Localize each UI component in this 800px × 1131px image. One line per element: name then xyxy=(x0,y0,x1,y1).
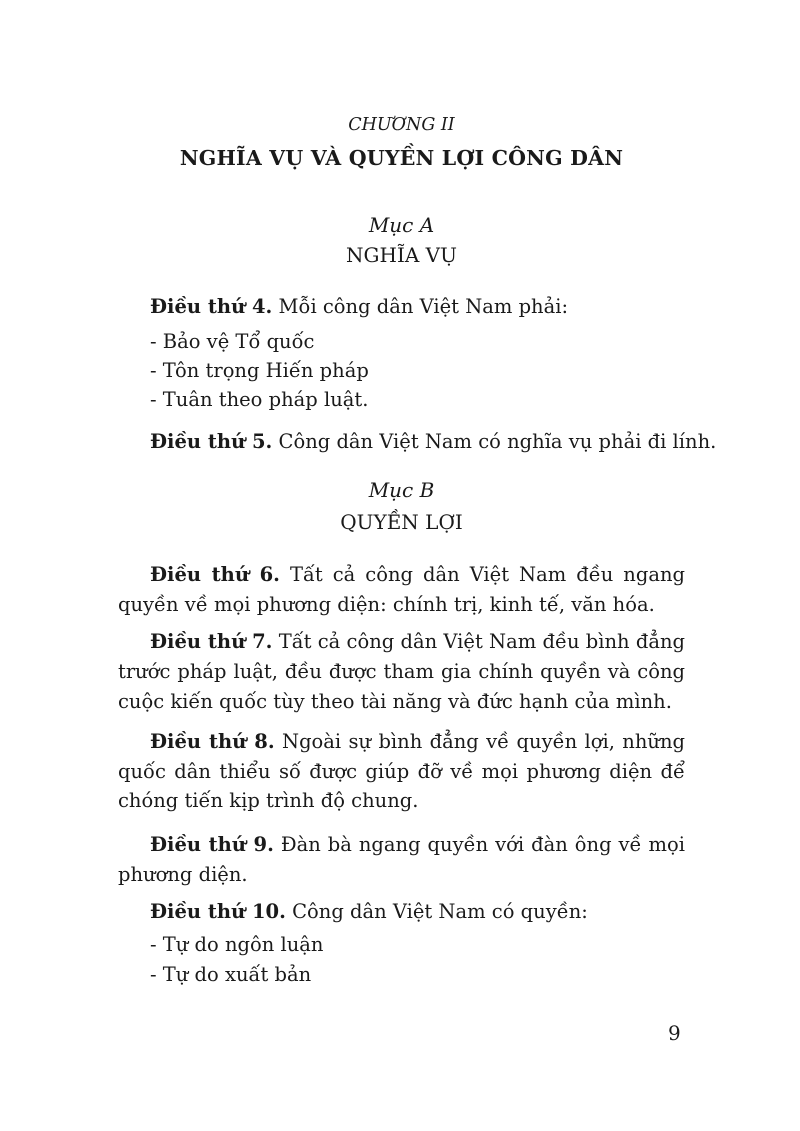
section-b-label: Mục B xyxy=(368,478,435,502)
article-10-text: Công dân Việt Nam có quyền: xyxy=(285,900,588,923)
chapter-label: CHƯƠNG II xyxy=(348,115,455,135)
section-b-title: QUYỀN LỢI xyxy=(340,510,463,534)
article-10-number: Điều thứ 10. xyxy=(150,900,286,923)
article-5-text: Công dân Việt Nam có nghĩa vụ phải đi lính. xyxy=(272,430,717,453)
article-6-text: Tất cả công dân Việt Nam đều ngang xyxy=(279,563,685,586)
article-8-number: Điều thứ 8. xyxy=(150,730,275,753)
document-page xyxy=(118,0,717,1131)
article-4-item: - Tôn trọng Hiến pháp xyxy=(150,359,369,382)
article-7-number: Điều thứ 7. xyxy=(150,630,273,653)
article-7 xyxy=(118,627,685,657)
article-9-line: phương diện. xyxy=(118,863,248,886)
article-10-item: - Tự do xuất bản xyxy=(150,963,312,986)
article-8-line: quốc dân thiểu số được giúp đỡ về mọi phương diện để xyxy=(118,760,685,783)
article-7-line: trước pháp luật, đều được tham gia chính quyền và công xyxy=(118,660,685,683)
article-8 xyxy=(118,727,685,757)
article-9-text: Đàn bà ngang quyền với đàn ông về mọi xyxy=(273,833,685,856)
article-9-number: Điều thứ 9. xyxy=(150,833,274,856)
article-10-item: - Tự do ngôn luận xyxy=(150,933,324,956)
section-a-title: NGHĨA VỤ xyxy=(346,243,457,267)
article-9 xyxy=(118,830,685,860)
article-8-line: chóng tiến kịp trình độ chung. xyxy=(118,789,419,812)
article-4 xyxy=(118,292,685,322)
article-5-number: Điều thứ 5. xyxy=(150,430,273,453)
article-10 xyxy=(118,897,685,927)
article-5 xyxy=(118,427,717,457)
article-4-number: Điều thứ 4. xyxy=(150,295,273,318)
article-7-text: Tất cả công dân Việt Nam đều bình đẳng xyxy=(272,630,685,653)
article-8-text: Ngoài sự bình đẳng về quyền lợi, những xyxy=(274,730,685,753)
section-a-label: Mục A xyxy=(368,213,435,237)
article-6-number: Điều thứ 6. xyxy=(150,563,280,586)
article-4-item: - Tuân theo pháp luật. xyxy=(150,388,369,411)
article-6-line: quyền về mọi phương diện: chính trị, kinh tế, văn hóa. xyxy=(118,593,655,616)
page-number: 9 xyxy=(668,1021,681,1045)
article-7-line: cuộc kiến quốc tùy theo tài năng và đức hạnh của mình. xyxy=(118,690,672,713)
article-4-text: Mỗi công dân Việt Nam phải: xyxy=(272,295,569,318)
article-6 xyxy=(118,560,685,590)
chapter-title: NGHĨA VỤ VÀ QUYỀN LỢI CÔNG DÂN xyxy=(179,146,624,170)
article-4-item: - Bảo vệ Tổ quốc xyxy=(150,330,315,353)
